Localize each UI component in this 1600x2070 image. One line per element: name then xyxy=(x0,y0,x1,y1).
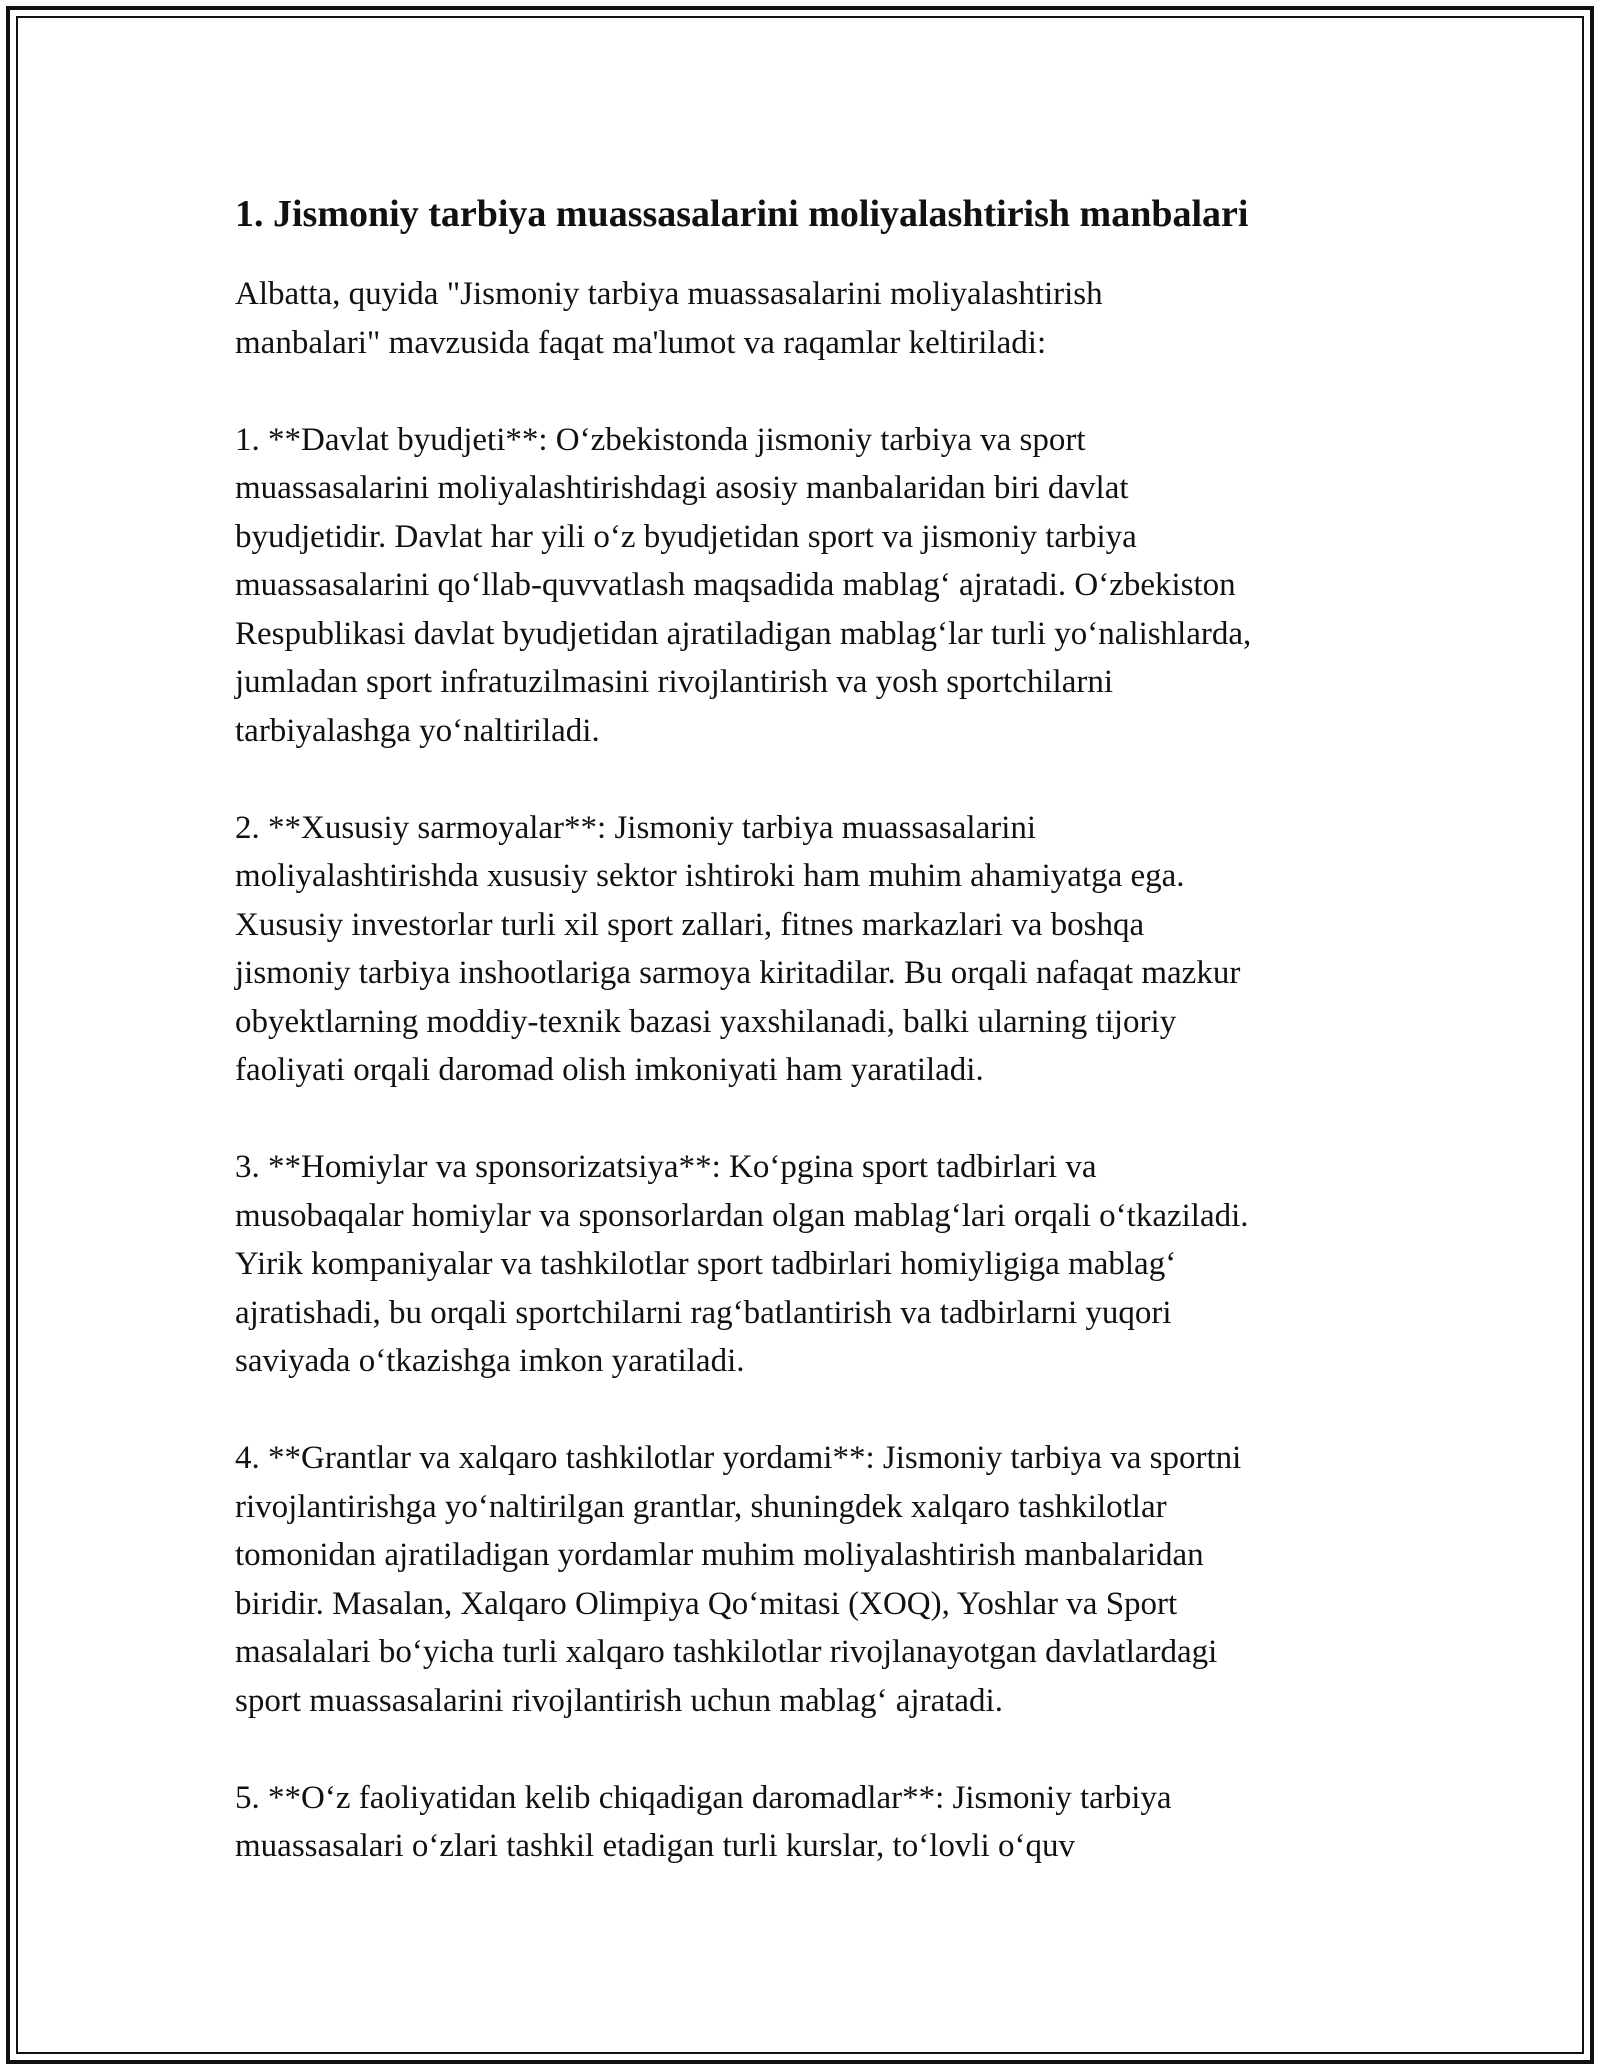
text-line: 3. **Homiylar va sponsorizatsiya**: Ko‘pgina sport tadbirlari va xyxy=(235,1149,1097,1185)
text-line: 4. **Grantlar va xalqaro tashkilotlar yordami**: Jismoniy tarbiya va sportni xyxy=(235,1440,1242,1476)
text-line: muassasalarini moliyalashtirishdagi asosiy manbalaridan biri davlat xyxy=(235,470,1129,506)
text-line: faoliyati orqali daromad olish imkoniyati ham yaratiladi. xyxy=(235,1052,984,1088)
text-line: jumladan sport infratuzilmasini rivojlantirish va yosh sportchilarni xyxy=(235,664,1113,700)
text-line: Yirik kompaniyalar va tashkilotlar sport tadbirlari homiyligiga mablag‘ xyxy=(235,1246,1177,1282)
text-line: sport muassasalarini rivojlantirish uchun mablag‘ ajratadi. xyxy=(235,1682,1003,1719)
text-line: musobaqalar homiylar va sponsorlardan olgan mablag‘lari orqali o‘tkaziladi. xyxy=(235,1197,1249,1234)
paragraph xyxy=(235,1143,1375,1386)
text-line: muassasalari o‘zlari tashkil etadigan turli kurslar, to‘lovli o‘quv xyxy=(235,1828,1075,1864)
text-line: Xususiy investorlar turli xil sport zallari, fitnes markazlari va boshqa xyxy=(235,906,1145,943)
text-line: moliyalashtirishda xususiy sektor ishtiroki ham muhim ahamiyatga ega. xyxy=(235,858,1185,894)
text-line: muassasalarini qo‘llab-quvvatlash maqsadida mablag‘ ajratadi. O‘zbekiston xyxy=(235,567,1236,603)
text-line: 5. **O‘z faoliyatidan kelib chiqadigan daromadlar**: Jismoniy tarbiya xyxy=(235,1779,1172,1816)
document-body xyxy=(235,188,1375,1919)
text-line: Respublikasi davlat byudjetidan ajratiladigan mablag‘lar turli yo‘nalishlarda, xyxy=(235,615,1252,652)
text-line: obyektlarning moddiy-texnik bazasi yaxshilanadi, balki ularning tijoriy xyxy=(235,1003,1177,1040)
text-line: tarbiyalashga yo‘naltiriladi. xyxy=(235,712,600,749)
paragraph xyxy=(235,804,1375,1095)
text-line: 2. **Xususiy sarmoyalar**: Jismoniy tarbiya muassasalarini xyxy=(235,809,1037,846)
paragraph-list xyxy=(235,270,1375,1871)
text-line: 1. **Davlat byudjeti**: O‘zbekistonda jismoniy tarbiya va sport xyxy=(235,421,1086,458)
document-title: 1. Jismoniy tarbiya muassasalarini moliyalashtirish manbalari xyxy=(235,193,1249,235)
paragraph xyxy=(235,416,1375,756)
text-line: byudjetidir. Davlat har yili o‘z byudjetidan sport va jismoniy tarbiya xyxy=(235,518,1137,555)
text-line: rivojlantirishga yo‘naltirilgan grantlar, shuningdek xalqaro tashkilotlar xyxy=(235,1488,1167,1525)
text-line: jismoniy tarbiya inshootlariga sarmoya kiritadilar. Bu orqali nafaqat mazkur xyxy=(235,955,1241,991)
paragraph xyxy=(235,1434,1375,1725)
paragraph xyxy=(235,270,1375,367)
text-line: masalalari bo‘yicha turli xalqaro tashkilotlar rivojlanayotgan davlatlardagi xyxy=(235,1634,1218,1670)
paragraph xyxy=(235,1774,1375,1871)
text-line: Albatta, quyida "Jismoniy tarbiya muassasalarini moliyalashtirish xyxy=(235,276,1103,312)
text-line: tomonidan ajratiladigan yordamlar muhim moliyalashtirish manbalaridan xyxy=(235,1537,1204,1573)
text-line: manbalari" mavzusida faqat ma'lumot va raqamlar keltiriladi: xyxy=(235,324,1047,361)
text-line: saviyada o‘tkazishga imkon yaratiladi. xyxy=(235,1343,745,1379)
text-line: biridir. Masalan, Xalqaro Olimpiya Qo‘mitasi (XOQ), Yoshlar va Sport xyxy=(235,1585,1178,1622)
text-line: ajratishadi, bu orqali sportchilarni rag‘batlantirish va tadbirlarni yuqori xyxy=(235,1294,1172,1331)
